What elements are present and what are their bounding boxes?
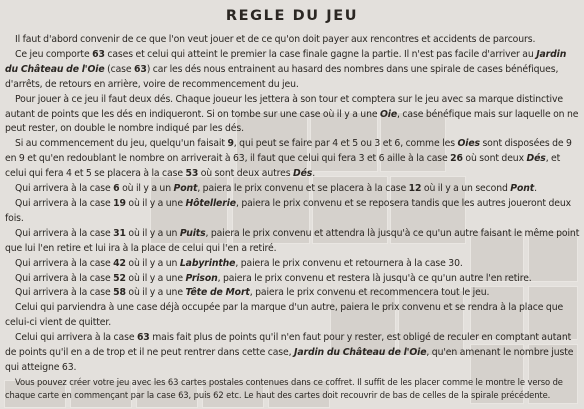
rule-paragraph	[5, 257, 581, 272]
rule-text: , paiera le prix convenu et se placera à la case	[197, 183, 409, 195]
rule-text: où il y a un	[125, 227, 180, 239]
rule-paragraph	[5, 227, 581, 257]
rule-text: , qu'en amenant le nombre juste qui atteigne 63.	[5, 347, 574, 373]
rule-paragraph	[5, 93, 581, 138]
rule-paragraph	[5, 182, 581, 197]
rule-text: , qui peut se faire par 4 et 5 ou 3 et 6, comme les	[233, 138, 458, 150]
emphasis-text: Puits	[179, 227, 206, 239]
emphasis-text: Tête de Mort	[185, 287, 250, 299]
emphasis-text: 42	[113, 257, 126, 269]
emphasis-text: Oie	[379, 108, 398, 120]
rule-paragraph	[5, 137, 581, 182]
emphasis-text: 52	[113, 272, 126, 284]
rule-text: où sont deux	[462, 153, 527, 165]
rule-text: , paiera le prix convenu et retournera à la case 30.	[235, 257, 463, 269]
emphasis-text: Pont	[510, 183, 535, 195]
emphasis-text: Jardin du Château de l'Oie	[5, 48, 567, 75]
emphasis-text: 6	[113, 183, 120, 195]
emphasis-text: Prison	[185, 272, 218, 284]
rule-text: , case bénéfique mais sur laquelle on ne peut rester, on double le nombre indiqué par les dés.	[5, 108, 579, 135]
emphasis-text: 63	[92, 48, 105, 60]
rule-text: Il faut d'abord convenir de ce que l'on veut jouer et de ce qu'on doit payer aux rencontres et accidents de parcours.	[15, 34, 536, 45]
rule-text: mais fait plus de points qu'il n'en faut pour y rester, est obligé de reculer en comptant autant de points qu'il en a de trop et il ne peut rentrer dans cette case,	[5, 332, 572, 359]
rule-text: où il y a une	[125, 287, 186, 299]
emphasis-text: Pont	[173, 183, 198, 195]
rule-text: où il y a un	[125, 257, 180, 269]
rule-paragraph	[5, 48, 581, 93]
rule-text: Qui arrivera à la case	[15, 183, 114, 195]
page-title: REGLE DU JEU	[225, 8, 359, 24]
emphasis-text: Dés	[526, 153, 546, 165]
rule-paragraph	[5, 286, 581, 301]
rule-text: .	[534, 183, 537, 195]
rule-text: , paiera le prix convenu et se reposera tandis que les autres joueront deux fois.	[5, 197, 571, 224]
rule-text: Qui arrivera à la case	[15, 287, 114, 299]
rule-text: , paiera le prix convenu et restera là jusqu'à ce qu'un autre l'en retire.	[217, 272, 532, 284]
rule-text: Celui qui arrivera à la case	[15, 332, 137, 344]
rule-text: (case	[104, 63, 135, 75]
rule-text: , paiera le prix convenu et recommencera tout le jeu.	[249, 287, 490, 299]
emphasis-text: 12	[408, 183, 422, 195]
rule-paragraph	[5, 33, 581, 48]
emphasis-text: 26	[450, 153, 463, 165]
rule-text: où il y a une	[125, 272, 186, 284]
rule-text: Celui qui parviendra à une case déjà occupée par la marque d'un autre, paiera le prix convenu et se rendra à la place que celui-ci vient de quitter.	[5, 302, 564, 329]
rule-text: où il y a un second	[421, 183, 511, 195]
emphasis-text: 58	[113, 287, 126, 299]
rule-text: Qui arrivera à la case	[15, 257, 114, 269]
rule-paragraph	[5, 197, 581, 227]
emphasis-text: 19	[113, 197, 126, 209]
rule-text: où il y a une	[125, 197, 186, 209]
emphasis-text: Jardin du Château de l'Oie	[293, 347, 427, 359]
rule-text: où sont deux autres	[198, 168, 294, 180]
rule-text: , paiera le prix convenu et attendra là jusqu'à ce qu'un autre faisant le même point que lui l'en retire et lui ira à la place de celui qui l'en a retiré.	[5, 227, 580, 254]
rule-text: sont disposées de 9 en 9 et qu'en redoublant le nombre on arriverait à 63, il faut que celui qui fera 3 et 6 aille à la case	[5, 138, 572, 165]
rule-text: où il y a un	[119, 183, 174, 195]
emphasis-text: 63	[136, 332, 150, 344]
rule-text: Qui arrivera à la case	[15, 197, 114, 209]
rule-text: .	[312, 168, 316, 180]
emphasis-text: Oies	[457, 138, 480, 150]
rule-text: Si au commencement du jeu, quelqu'un faisait	[15, 138, 228, 150]
emphasis-text: Dés	[293, 168, 313, 180]
rule-text: ) car les dés nous entrainent au hasard des nombres dans une spirale de cases bénéfiques, d'arrêts, de retours en arrière, voire de recommencement du jeu.	[5, 63, 559, 90]
rule-text: cases et celui qui atteint le premier la case finale gagne la partie. Il n'est pas facile d'arriver au	[104, 48, 537, 60]
rule-paragraph	[5, 272, 581, 287]
rules-body	[5, 33, 581, 376]
emphasis-text: 63	[134, 63, 147, 75]
rule-text: Qui arrivera à la case	[15, 227, 114, 239]
emphasis-text: 53	[185, 168, 199, 180]
footer-note: Vous pouvez créer votre jeu avec les 63 cartes postales contenues dans ce coffret. Il suffit de les placer comme le montre le verso de chaque carte en commençant par la case 63, puis 62 etc. Le haut des cartes doit recouvrir de bas de celles de la spirale précédente.	[5, 377, 563, 400]
emphasis-text: Hôtellerie	[185, 197, 236, 209]
rule-text: Qui arrivera à la case	[15, 272, 114, 284]
rule-paragraph	[5, 301, 581, 331]
rule-text: Pour jouer à ce jeu il faut deux dés. Chaque joueur les jettera à son tour et comptera sur le jeu avec sa marque distinctive autant de points que les dés en indiqueront. Si on tombe sur une case où il y a une	[5, 93, 563, 120]
emphasis-text: Labyrinthe	[179, 257, 236, 269]
rule-paragraph	[5, 331, 581, 376]
emphasis-text: 31	[113, 227, 126, 239]
emphasis-text: 9	[227, 138, 234, 150]
rule-text: , et celui qui fera 4 et 5 se placera à la case	[5, 153, 561, 180]
rule-text: Ce jeu comporte	[15, 48, 93, 60]
